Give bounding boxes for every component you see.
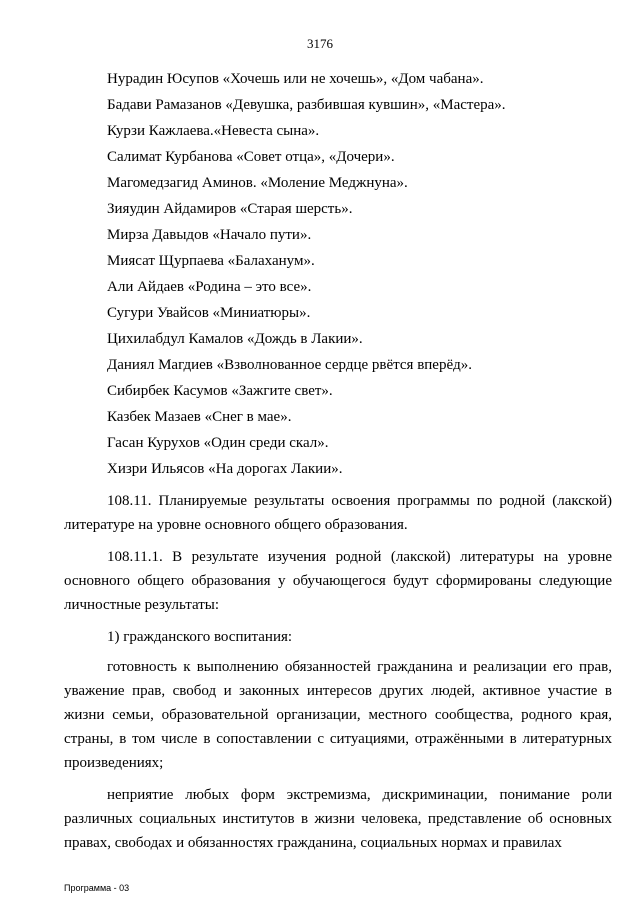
- list-item: Цихилабдул Камалов «Дождь в Лакии».: [107, 331, 363, 347]
- list-item: Нурадин Юсупов «Хочешь или не хочешь», «Дом чабана».: [107, 71, 484, 87]
- list-item: Мирза Давыдов «Начало пути».: [107, 227, 312, 243]
- list-item: Миясат Щурпаева «Балаханум».: [107, 253, 315, 269]
- list-item: Бадави Рамазанов «Девушка, разбившая кувшин», «Мастера».: [107, 97, 506, 113]
- list-item: Сибирбек Касумов «Зажгите свет».: [107, 383, 333, 399]
- works-list: [107, 66, 607, 482]
- list-item: Сугури Увайсов «Миниатюры».: [107, 305, 311, 321]
- list-item: Курзи Кажлаева.«Невеста сына».: [107, 123, 320, 139]
- list-item: Казбек Мазаев «Снег в мае».: [107, 409, 292, 425]
- list-item: Салимат Курбанова «Совет отца», «Дочери».: [107, 149, 395, 165]
- subsection-paragraph: 108.11.1. В результате изучения родной (лакской) литературы на уровне основного общего образования у обучающегося будут сформированы следующие личностные результаты:: [64, 549, 612, 613]
- body-text: [64, 489, 612, 863]
- list-item: Али Айдаев «Родина – это все».: [107, 279, 312, 295]
- list-item: Зияудин Айдамиров «Старая шерсть».: [107, 201, 353, 217]
- paragraph: неприятие любых форм экстремизма, дискриминации, понимание роли различных социальных институтов в жизни человека, представление об основных правах, свободах и обязанностях гражданина, социальных нормах и правилах: [64, 787, 612, 851]
- list-item: Даниял Магдиев «Взволнованное сердце рвётся вперёд».: [107, 357, 473, 373]
- list-item: Магомедзагид Аминов. «Моление Меджнуна».: [107, 175, 408, 191]
- list-heading: 1) гражданского воспитания:: [107, 629, 293, 645]
- paragraph: готовность к выполнению обязанностей гражданина и реализации его прав, уважение прав, свобод и законных интересов других людей, активное участие в жизни семьи, образовательной организации, местного сообщества, родного края, страны, в том числе в сопоставлении с ситуациями, отражёнными в литературных произведениях;: [64, 659, 612, 771]
- footer-label: Программа - 03: [64, 883, 130, 893]
- section-heading-paragraph: 108.11. Планируемые результаты освоения программы по родной (лакской) литературе на уровне основного общего образования.: [64, 493, 612, 533]
- page-number: 3176: [307, 36, 333, 51]
- list-item: Хизри Ильясов «На дорогах Лакии».: [107, 461, 343, 477]
- list-item: Гасан Курухов «Один среди скал».: [107, 435, 329, 451]
